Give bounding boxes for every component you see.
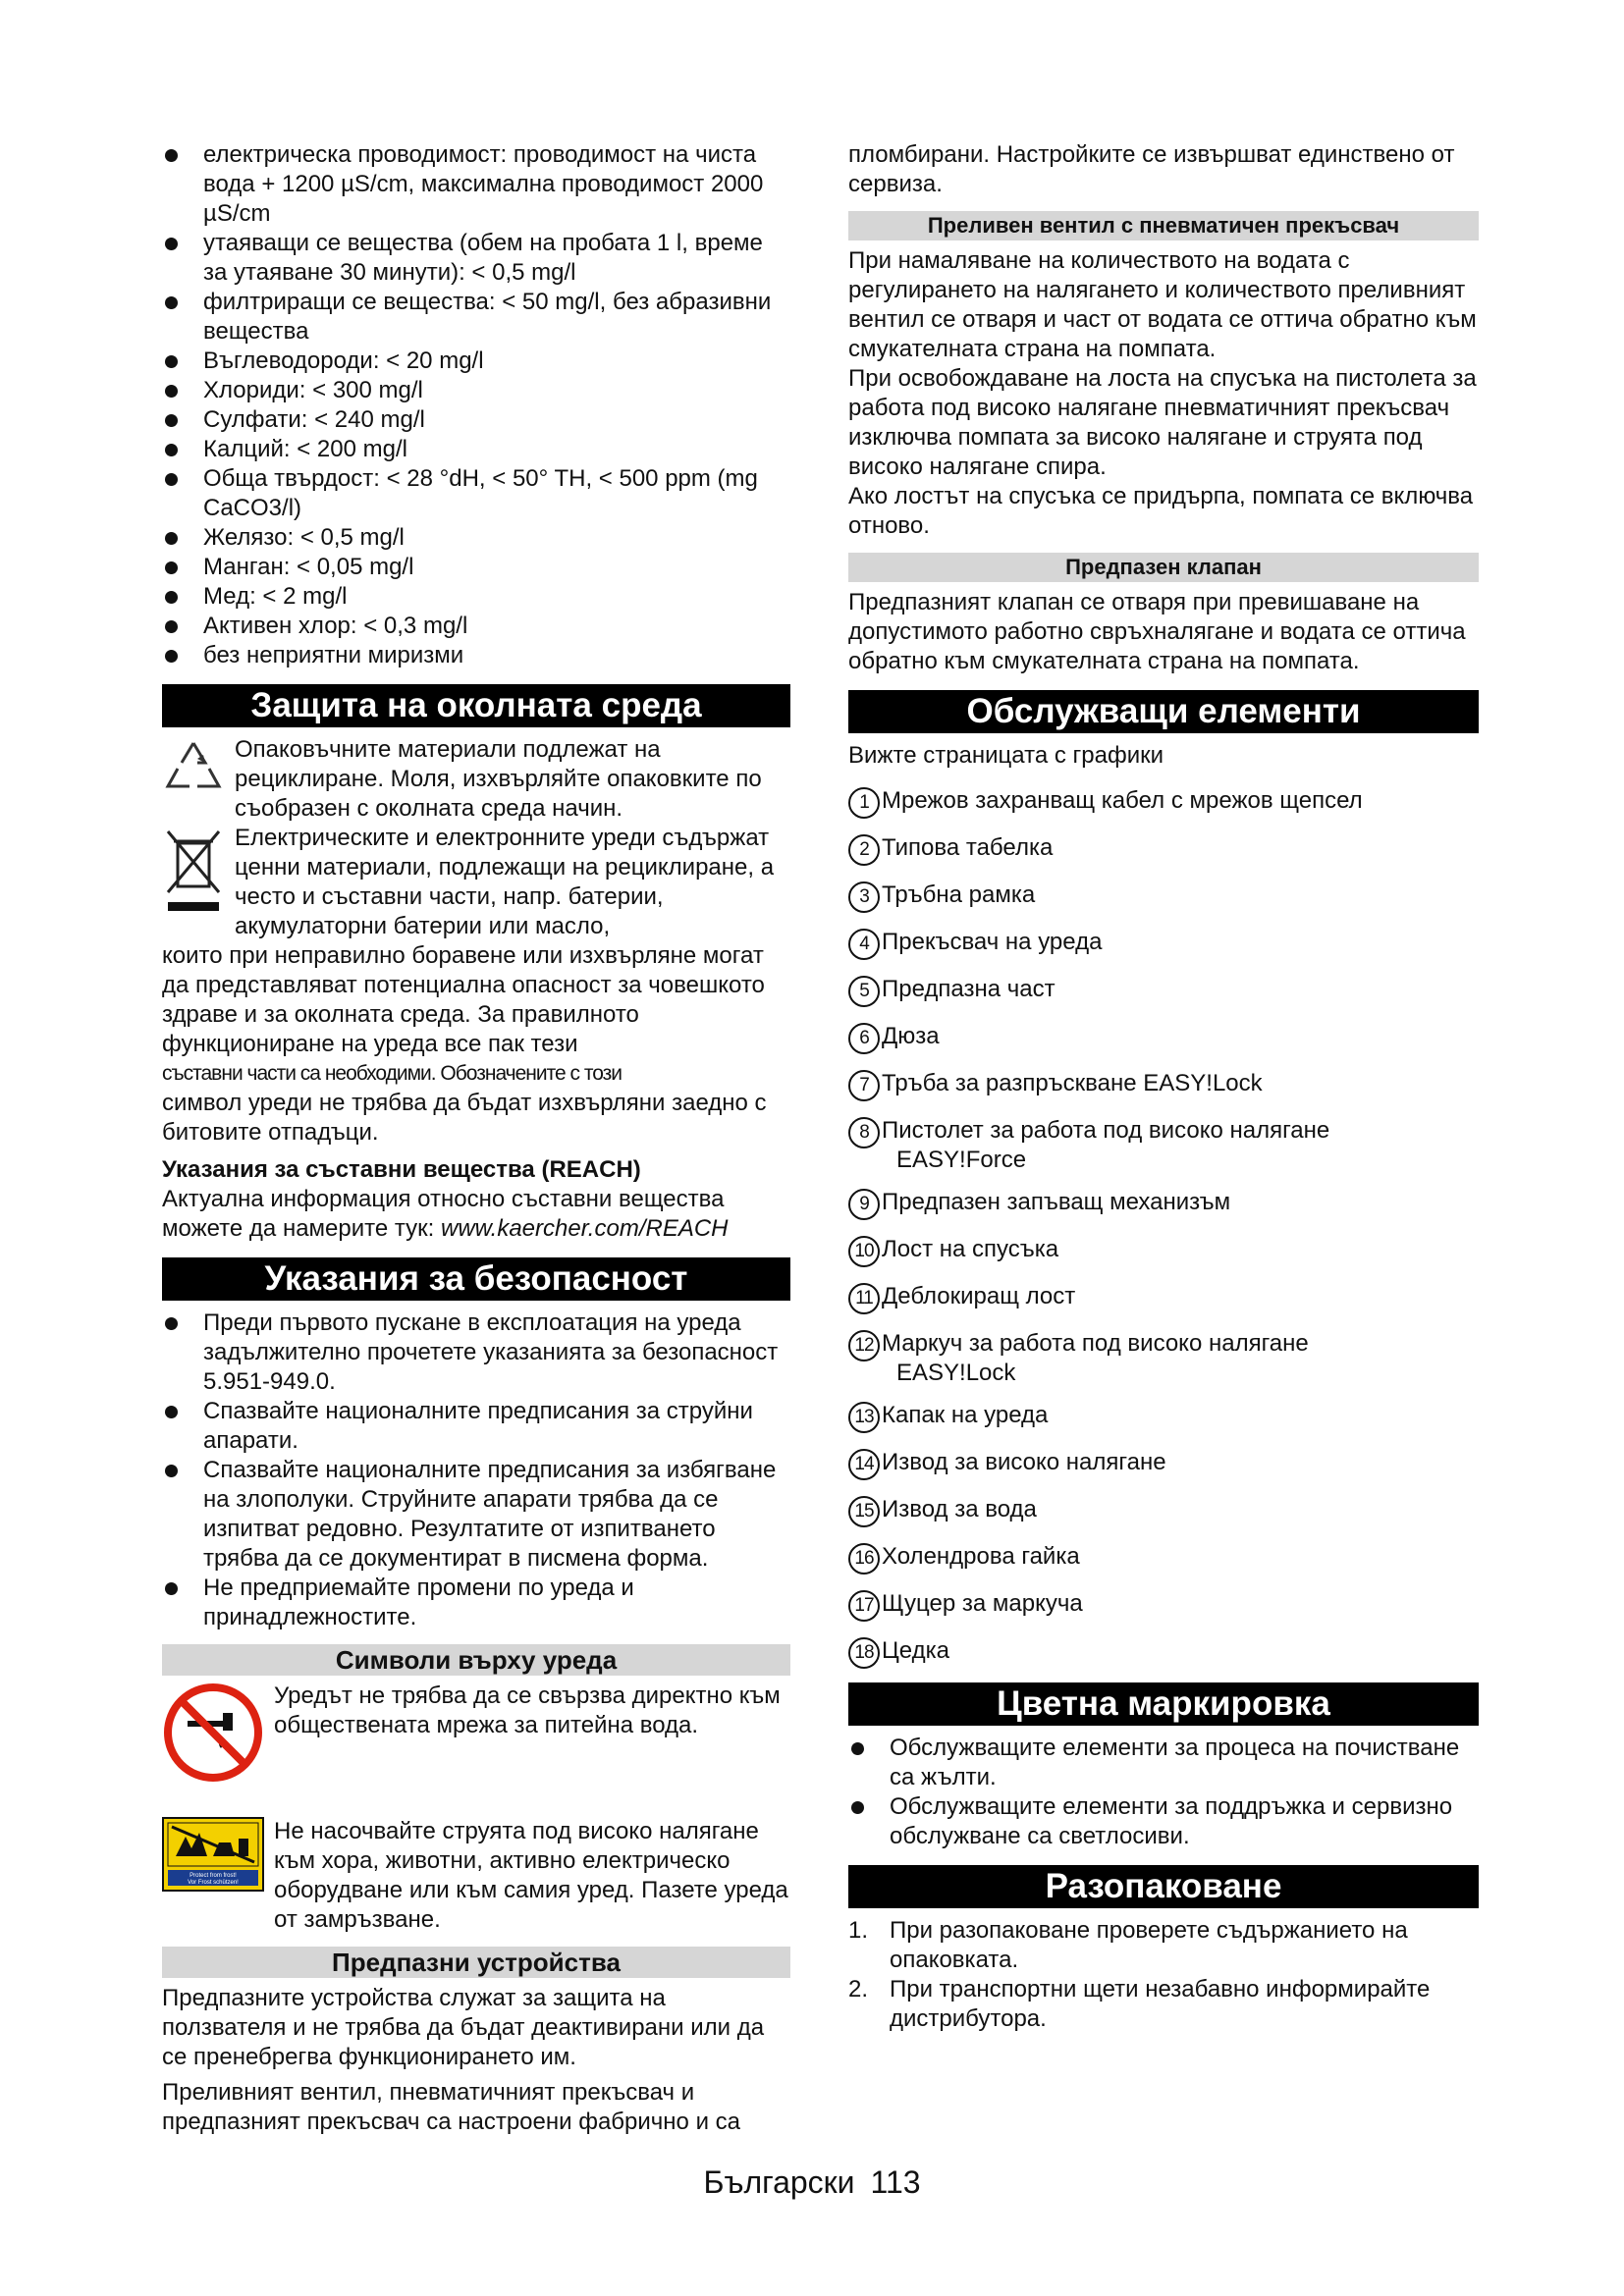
list-item [848, 1282, 1479, 1314]
list-item [848, 1916, 1479, 1975]
item-label [882, 1329, 1309, 1388]
item-label [882, 1116, 1329, 1175]
weee-block [162, 824, 790, 941]
item-number: 13 [848, 1402, 880, 1433]
page-number: 113 [870, 2164, 921, 2200]
list-item: филтриращи се вещества: < 50 mg/l, без абразивни вещества [162, 288, 790, 347]
overflow-valve-heading: Преливен вентил с пневматичен прекъсвач [848, 211, 1479, 240]
footer-language: Български [703, 2164, 855, 2200]
list-item [848, 1401, 1479, 1433]
list-item [848, 1022, 1479, 1054]
controls-heading: Обслужващи елементи [848, 690, 1479, 733]
list-item [848, 833, 1479, 866]
overflow-valve-p2: При освобождаване на лоста на спусъка на пистолета за работа под високо налягане пневматичният прекъсвач изключва помпата за високо налягане и струята под високо налягане спира. [848, 365, 1477, 480]
list-item [848, 1975, 1479, 2034]
warning-label-2: Vor Frost schützen! [188, 1880, 239, 1886]
weee-text: Електрическите и електронните уреди съдържат ценни материали, подлежащи на рециклиране, а често и съставни части, напр. батерии, акумулаторни батерии или масло, [235, 825, 775, 939]
list-item [848, 1069, 1479, 1101]
list-item: Обща твърдост: < 28 °dH, < 50° TH, < 500 ppm (mg CaCO3/l) [162, 464, 790, 523]
reach-text [162, 1185, 790, 1244]
reach-link[interactable]: www.kaercher.com/REACH [440, 1215, 729, 1242]
item-number: 16 [848, 1543, 880, 1575]
list-item [848, 975, 1479, 1007]
list-item [848, 1235, 1479, 1267]
no-spray-text: Не насочвайте струята под високо налягане към хора, животни, активно електрическо оборудване или към самия уред. Пазете уреда от замръзване. [274, 1818, 788, 1933]
list-item [848, 1448, 1479, 1480]
list-item: Сулфати: < 240 mg/l [162, 405, 790, 435]
list-item: Спазвайте националните предписания за струйни апарати. [162, 1397, 790, 1456]
item-label: Капак на уреда [882, 1402, 1049, 1428]
reach-heading: Указания за съставни вещества (REACH) [162, 1156, 641, 1183]
safety-heading: Указания за безопасност [162, 1257, 790, 1301]
color-coding-list [848, 1734, 1479, 1851]
list-item: Обслужващите елементи за поддръжка и сервизно обслужване са светлосиви. [848, 1792, 1479, 1851]
left-column [162, 140, 790, 2137]
list-item [848, 1116, 1479, 1175]
item-number: 7 [848, 1070, 880, 1101]
item-label: Прекъсвач на уреда [882, 929, 1103, 955]
weee-text-small: съставни части са необходими. Обозначените с този [162, 1062, 623, 1085]
list-item [848, 1636, 1479, 1669]
list-item [848, 1495, 1479, 1527]
item-label: Извод за високо налягане [882, 1449, 1166, 1475]
list-item [848, 928, 1479, 960]
environment-heading: Защита на околната среда [162, 684, 790, 727]
item-label: Холендрова гайка [882, 1543, 1080, 1570]
item-number: 11 [848, 1283, 880, 1314]
list-item: Калций: < 200 mg/l [162, 435, 790, 464]
list-item [848, 881, 1479, 913]
list-item: Обслужващите елементи за процеса на почистване са жълти. [848, 1734, 1479, 1792]
item-text: При разопаковане проверете съдържанието на опаковката. [890, 1917, 1408, 1973]
item-label: Деблокиращ лост [882, 1283, 1076, 1309]
color-coding-heading: Цветна маркировка [848, 1682, 1479, 1726]
item-label: Лост на спусъка [882, 1236, 1059, 1262]
no-spray-warning-icon [162, 1817, 264, 1892]
item-number: 1 [848, 787, 880, 819]
item-label: Тръбна рамка [882, 881, 1036, 908]
item-number: 18 [848, 1637, 880, 1669]
weee-text-end: символ уреди не трябва да бъдат изхвърляни заедно с битовите отпадъци. [162, 1090, 767, 1146]
item-number: 14 [848, 1449, 880, 1480]
item-label: Дюза [882, 1023, 940, 1049]
water-requirements-list [162, 140, 790, 670]
warning-label-1: Protect from frost! [189, 1873, 237, 1879]
list-item [848, 1589, 1479, 1622]
item-number: 5 [848, 976, 880, 1007]
item-label: Цедка [882, 1637, 949, 1664]
item-label-line1: Маркуч за работа под високо налягане [882, 1330, 1309, 1357]
item-text: При транспортни щети незабавно информирайте дистрибутора. [890, 1976, 1431, 2032]
list-item: Въглеводороди: < 20 mg/l [162, 347, 790, 376]
item-number: 17 [848, 1590, 880, 1622]
recycling-text: Опаковъчните материали подлежат на рециклиране. Моля, изхвърляйте опаковките по съобразен с околната среда начин. [235, 736, 762, 822]
list-item: без неприятни миризми [162, 641, 790, 670]
list-item: Желязо: < 0,5 mg/l [162, 523, 790, 553]
list-item [848, 786, 1479, 819]
list-item: Преди първото пускане в експлоатация на уреда задължително прочетете указанията за безопасност 5.951-949.0. [162, 1308, 790, 1397]
safety-devices-p1: Предпазните устройства служат за защита на ползвателя и не трябва да бъдат деактивирани или да се пренебрегва функционирането им. [162, 1985, 765, 2070]
safety-valve-p1: Предпазният клапан се отваря при превишаване на допустимото работно свръхналягане и водата се оттича обратно към смукателната страна на помпата. [848, 589, 1466, 674]
item-label-line1: Пистолет за работа под високо налягане [882, 1117, 1330, 1144]
list-item: утаяващи се вещества (обем на пробата 1 l, време за утаяване 30 минути): < 0,5 mg/l [162, 229, 790, 288]
recycling-block [162, 735, 790, 824]
recycling-icon [162, 735, 225, 794]
item-label: Извод за вода [882, 1496, 1037, 1522]
list-item [848, 1542, 1479, 1575]
right-column [848, 140, 1479, 2034]
item-label: Тръба за разпръскване EASY!Lock [882, 1070, 1263, 1096]
page-footer [0, 2164, 1624, 2201]
list-item: Спазвайте националните предписания за избягване на злополуки. Струйните апарати трябва да се изпитват редовно. Резултатите от изпитването трябва да се документират в писмена форма. [162, 1456, 790, 1574]
item-number: 2 [848, 834, 880, 866]
item-label: Предпазен запъващ механизъм [882, 1189, 1231, 1215]
item-label: Мрежов захранващ кабел с мрежов щепсел [882, 787, 1363, 814]
list-item: Не предприемайте промени по уреда и принадлежностите. [162, 1574, 790, 1632]
crossed-bin-icon [162, 824, 225, 918]
item-label-line2: EASY!Force [896, 1147, 1027, 1173]
item-number: 2. [848, 1976, 869, 2002]
controls-intro: Вижте страницата с графики [848, 742, 1164, 769]
reach-text-body: Актуална информация относно съставни вещества можете да намерите тук: [162, 1186, 725, 1242]
item-number: 10 [848, 1236, 880, 1267]
unpacking-list [848, 1916, 1479, 2034]
no-drinking-water-icon [162, 1682, 264, 1784]
item-label: Предпазна част [882, 976, 1056, 1002]
item-number: 4 [848, 929, 880, 960]
controls-list [848, 786, 1479, 1669]
list-item: Манган: < 0,05 mg/l [162, 553, 790, 582]
item-label: Типова табелка [882, 834, 1054, 861]
safety-devices-heading: Предпазни устройства [162, 1947, 790, 1978]
safety-valve-heading: Предпазен клапан [848, 553, 1479, 582]
item-number: 15 [848, 1496, 880, 1527]
item-number: 9 [848, 1189, 880, 1220]
overflow-valve-p1: При намаляване на количеството на водата с регулирането на налягането и количеството преливният вентил се отваря и част от водата се оттича обратно към смукателната страна на помпата. [848, 247, 1477, 362]
list-item: електрическа проводимост: проводимост на чиста вода + 1200 µS/cm, максимална проводимост 2000 µS/cm [162, 140, 790, 229]
item-number: 12 [848, 1330, 880, 1362]
list-item: Хлориди: < 300 mg/l [162, 376, 790, 405]
list-item [848, 1188, 1479, 1220]
item-number: 6 [848, 1023, 880, 1054]
list-item: Мед: < 2 mg/l [162, 582, 790, 612]
item-label: Щуцер за маркуча [882, 1590, 1083, 1617]
overflow-valve-p3: Ако лостът на спусъка се придърпа, помпата се включва отново. [848, 483, 1474, 539]
no-drinking-water-text: Уредът не трябва да се свързва директно към обществената мрежа за питейна вода. [274, 1682, 781, 1738]
no-spray-block [162, 1817, 790, 1935]
symbols-heading: Символи върху уреда [162, 1644, 790, 1676]
item-number: 3 [848, 881, 880, 913]
item-label-line2: EASY!Lock [896, 1360, 1016, 1386]
weee-text-continued: които при неправилно боравене или изхвърляне могат да представляват потенциална опасност за човешкото здраве и за околната среда. За правилното функциониране на уреда все пак тези [162, 942, 765, 1057]
list-item [848, 1329, 1479, 1388]
item-number: 1. [848, 1917, 869, 1944]
unpacking-heading: Разопаковане [848, 1865, 1479, 1908]
safety-devices-p2: Преливният вентил, пневматичният прекъсвач и предпазният прекъсвач са настроени фабрично и са [162, 2079, 740, 2135]
safety-list [162, 1308, 790, 1632]
no-drinking-water-block [162, 1682, 790, 1784]
item-number: 8 [848, 1117, 880, 1148]
list-item: Активен хлор: < 0,3 mg/l [162, 612, 790, 641]
safety-devices-p2-continued: пломбирани. Настройките се извършват единствено от сервиза. [848, 141, 1455, 197]
